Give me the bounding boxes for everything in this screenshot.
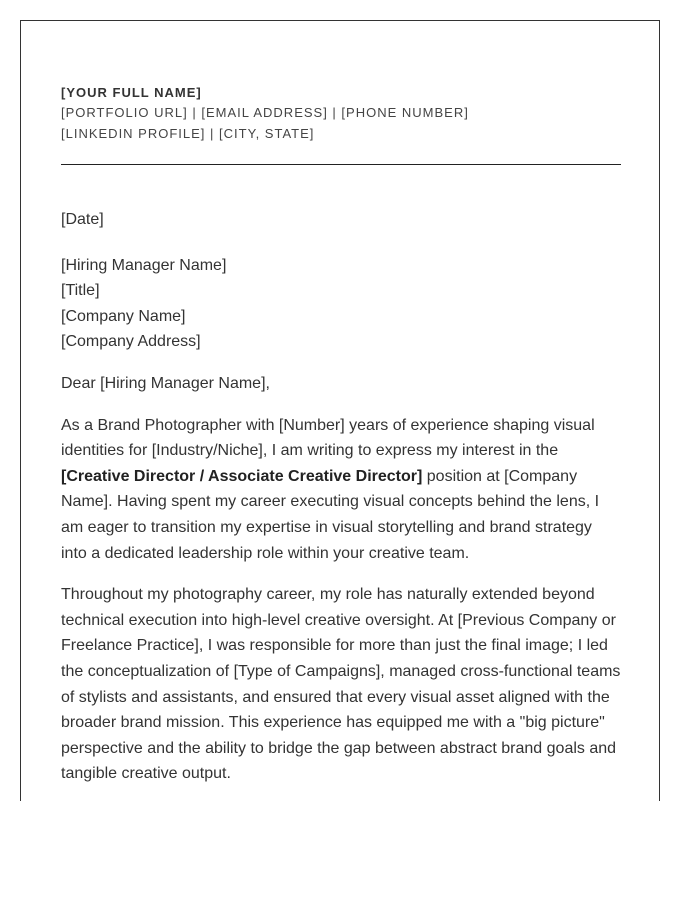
letter-content	[61, 83, 621, 787]
header-divider	[61, 164, 621, 165]
document-page	[20, 20, 660, 801]
recipient-block	[61, 253, 621, 355]
letter-header	[61, 83, 621, 144]
target-position: [Creative Director / Associate Creative Director]	[61, 467, 423, 485]
paragraph-1-rest: position at [Company Name]. Having spent my career executing visual concepts behind the lens, I am eager to transition my expertise in visual storytelling and brand strategy into a dedicated leadership role within your creative team.	[61, 467, 600, 562]
recipient-company-name: [Company Name]	[61, 307, 186, 325]
contact-line-1: [PORTFOLIO URL] | [EMAIL ADDRESS] | [PHONE NUMBER]	[61, 105, 469, 120]
contact-line-2: [LINKEDIN PROFILE] | [CITY, STATE]	[61, 125, 315, 141]
paragraph-2: Throughout my photography career, my role has naturally extended beyond technical execution into high-level creative oversight. At [Previous Company or Freelance Practice], I was responsible for more than just the final image; I led the conceptualization of [Type of Campaigns], managed cross-functional teams of stylists and assistants, and ensured that every visual asset aligned with the broader brand mission. This experience has equipped me with a "big picture" perspective and the ability to bridge the gap between abstract brand goals and tangible creative output.	[61, 586, 621, 783]
applicant-name: [YOUR FULL NAME]	[61, 85, 202, 100]
recipient-hiring-manager: [Hiring Manager Name]	[61, 256, 227, 274]
paragraph-1-intro: As a Brand Photographer with [Number] years of experience shaping visual identities for [Industry/Niche], I am writing to express my interest in the	[61, 416, 595, 460]
letter-date: [Date]	[61, 211, 104, 228]
recipient-company-address: [Company Address]	[61, 333, 201, 351]
recipient-title: [Title]	[61, 282, 100, 300]
paragraph-1	[61, 413, 621, 567]
salutation: Dear [Hiring Manager Name],	[61, 374, 270, 392]
